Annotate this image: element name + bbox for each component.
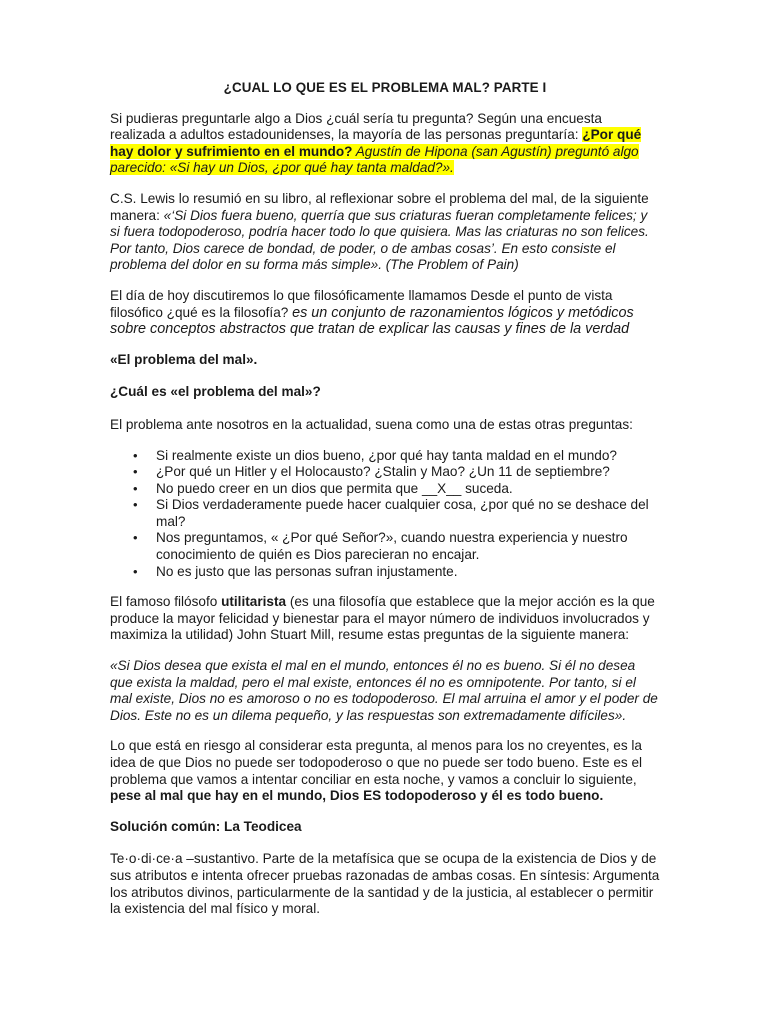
list-item: [110, 481, 660, 498]
heading-theodicy: Solución común: La Teodicea: [110, 818, 302, 834]
bullet-icon: •: [133, 563, 138, 579]
list-item: [110, 464, 660, 481]
utilitarian-term: utilitarista: [221, 594, 287, 610]
lewis-quote: «‘Si Dios fuera bueno, querría que sus criaturas fueran completamente felices; y si fuera todopoderoso, podría hacer todo lo que quisiera. Mas las criaturas no son felices. Por tanto, Dios carece de bondad, de poder, o de ambas cosas’. En esto consiste el problema del dolor en su forma más simple». (The Problem of Pain): [110, 207, 649, 273]
bullet-icon: •: [133, 530, 138, 546]
list-item-text: Si Dios verdaderamente puede hacer cualquier cosa, ¿por qué no se deshace del mal?: [156, 497, 649, 529]
list-item-text: ¿Por qué un Hitler y el Holocausto? ¿Stalin y Mao? ¿Un 11 de septiembre?: [156, 464, 610, 480]
mill-text-continued: (es una filosofía que establece que la mejor acción es la que produce la mayor felicidad y bienestar para el mayor número de individuos involucrados y maximiza la utilidad) John Stuart Mill, resume estas preguntas de la siguiente manera:: [110, 594, 655, 643]
list-item: [110, 448, 660, 465]
paragraph-conclusion: [110, 738, 660, 804]
bullet-icon: •: [133, 480, 138, 496]
bullet-icon: •: [133, 464, 138, 480]
philosophy-text: El día de hoy discutiremos lo que filosóficamente llamamos Desde el punto de vista filosófico ¿qué es la filosofía?: [110, 287, 613, 320]
paragraph-intro: [110, 111, 660, 177]
mill-text: El famoso filósofo: [110, 594, 222, 610]
document-body: [110, 80, 660, 932]
conclusion-text: Lo que está en riesgo al considerar esta pregunta, al menos para los no creyentes, es la idea de que Dios no puede ser todopoderoso o que no puede ser todo bueno. Este es el problema que vamos a intentar conciliar en esta noche, y vamos a concluir lo siguiente,: [110, 738, 643, 787]
conclusion-statement: pese al mal que hay en el mundo, Dios ES todopoderoso y él es todo bueno.: [110, 788, 604, 804]
paragraph-mill: [110, 594, 660, 644]
bullet-icon: •: [133, 447, 138, 463]
paragraph-theodicy-definition: Te·o·di·ce·a –sustantivo. Parte de la metafísica que se ocupa de la existencia de Dios y de sus atributos e intenta ofrecer pruebas razonadas de ambas cosas. En síntesis: Argumenta los atributos divinos, particularmente de la santidad y de la justicia, al establecer o permitir la existencia del mal físico y moral.: [110, 851, 660, 917]
philosophy-definition: es un conjunto de razonamientos lógicos y metódicos sobre conceptos abstractos que tratan de explicar las causas y fines de la verdad: [110, 304, 634, 338]
list-item-text: No es justo que las personas sufran injustamente.: [156, 563, 458, 579]
questions-list: [110, 448, 660, 581]
paragraph-lewis: [110, 191, 660, 274]
lewis-text: C.S. Lewis lo resumió en su libro, al reflexionar sobre el problema del mal, de la siguiente manera:: [110, 190, 649, 223]
paragraph-philosophy: [110, 288, 660, 338]
list-item-text: Si realmente existe un dios bueno, ¿por qué hay tanta maldad en el mundo?: [156, 447, 617, 463]
document-title: ¿CUAL LO QUE ES EL PROBLEMA MAL? PARTE I: [223, 80, 547, 95]
paragraph-mill-quote: «Si Dios desea que exista el mal en el mundo, entonces él no es bueno. Si él no desea que exista la maldad, pero el mal existe, entonces él no es omnipotente. Por tanto, si el mal existe, Dios no es amoroso o no es todopoderoso. El mal arruina el amor y el poder de Dios. Este no es un dilema pequeño, y las respuestas son extremadamente difíciles».: [110, 658, 658, 723]
highlighted-bold-question: ¿Por qué hay dolor y sufrimiento en el mundo?: [110, 127, 642, 159]
intro-text: Si pudieras preguntarle algo a Dios ¿cuál sería tu pregunta? Según una encuesta realizada a adultos estadounidenses, la mayoría de las personas preguntaría:: [110, 110, 602, 143]
list-item: [110, 497, 660, 530]
heading-problem-of-evil: «El problema del mal».: [110, 351, 258, 367]
list-item: [110, 564, 660, 581]
list-item-text: Nos preguntamos, « ¿Por qué Señor?», cuando nuestra experiencia y nuestro conocimiento de quién es Dios parecieran no encajar.: [156, 530, 628, 563]
heading-what-is-problem: ¿Cuál es «el problema del mal»?: [110, 384, 321, 400]
list-item-text: No puedo creer en un dios que permita que __X__ suceda.: [156, 480, 513, 496]
bullet-icon: •: [133, 497, 138, 513]
paragraph-questions-intro: El problema ante nosotros en la actualidad, suena como una de estas otras preguntas:: [110, 416, 633, 432]
list-item: [110, 530, 660, 563]
highlighted-augustine-quote: Agustín de Hipona (san Agustín) preguntó algo parecido: «Si hay un Dios, ¿por qué hay tanta maldad?».: [110, 143, 639, 176]
